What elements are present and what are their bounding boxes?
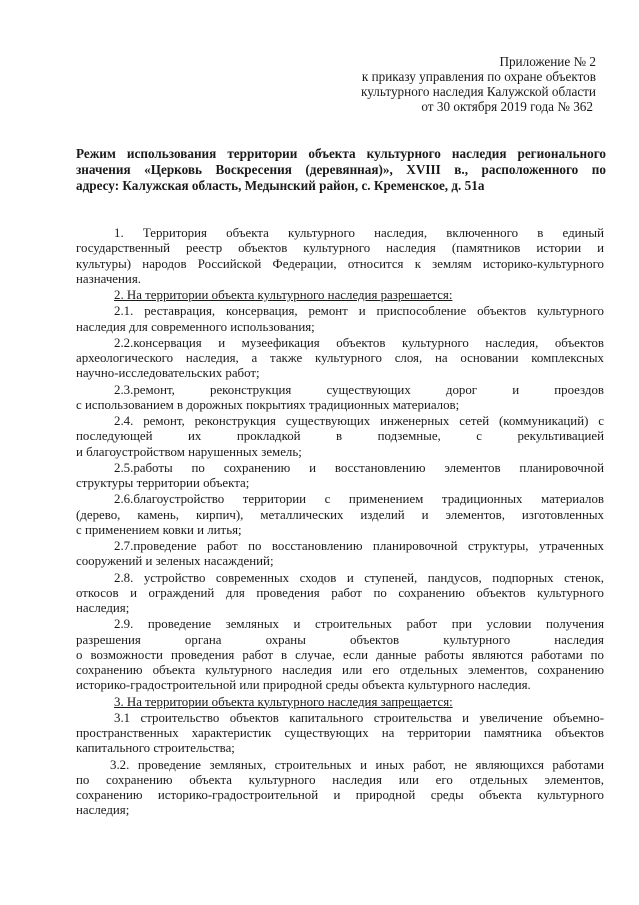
- text-line: 2.1. реставрация, консервация, ремонт и приспособление объектов культурного: [114, 304, 604, 319]
- text-line: культуры) народов Российской Федерации, относится к землям историко-культурного: [76, 256, 604, 271]
- section-heading-text: 3. На территории объекта культурного наследия запрещается:: [114, 694, 453, 709]
- text-line: откосов и ограждений для проведения работ по сохранению объектов культурного: [76, 585, 604, 600]
- appendix-header: [296, 54, 596, 114]
- text-line: 2.6.благоустройство территории с применением традиционных материалов: [114, 492, 604, 507]
- item-2-9: [76, 617, 604, 693]
- text-line: и благоустройством нарушенных земель;: [76, 444, 302, 459]
- text-line: 2.8. устройство современных сходов и ступеней, пандусов, подпорных стенок,: [114, 570, 604, 585]
- item-3-1: [76, 711, 604, 757]
- text-line: научно-исследовательских работ;: [76, 366, 260, 381]
- text-line: 2.3.ремонт, реконструкция существующих дорог и проездов: [114, 382, 604, 397]
- text-line: назначения.: [76, 271, 141, 286]
- item-2-2: [76, 336, 604, 382]
- text-line: 2.5.работы по сохранению и восстановлению элементов планировочной: [114, 460, 604, 475]
- paragraph-1: [76, 226, 604, 287]
- text-line: историко-градостроительной или природной среды объекта культурного наследия.: [76, 678, 531, 693]
- text-line: сооружений и зеленых насаждений;: [76, 554, 274, 569]
- appendix-number: Приложение № 2: [499, 54, 596, 69]
- text-line: пространственных характеристик существующих на территории памятника объектов: [76, 726, 604, 740]
- item-2-1: [76, 304, 604, 335]
- item-2-4: [76, 414, 604, 460]
- title-line: значения «Церковь Воскресения (деревянная)», XVIII в., расположенного по: [76, 162, 606, 178]
- text-line: наследия;: [76, 803, 130, 818]
- text-line: структуры территории объекта;: [76, 476, 250, 490]
- text-line: 2.9. проведение земляных и строительных работ при условии получения: [114, 617, 604, 632]
- item-2-7: [76, 539, 604, 570]
- title-line: адресу: Калужская область, Медынский район, с. Кременское, д. 51а: [76, 178, 485, 194]
- text-line: последующей их прокладкой в подземные, с рекультивацией: [76, 429, 604, 444]
- text-line: о возможности проведения работ в случае, если данные работы являются работами по: [76, 647, 604, 662]
- text-line: наследия для современного использования;: [76, 319, 315, 334]
- text-line: с использованием в дорожных покрытиях традиционных материалов;: [76, 397, 460, 412]
- item-2-6: [76, 492, 604, 538]
- text-line: 3.2. проведение земляных, строительных и иных работ, не являющихся работами: [110, 757, 604, 772]
- order-date: от 30 октября 2019 года № 362: [421, 99, 593, 114]
- text-line: наследия;: [76, 601, 130, 615]
- text-line: археологического наследия, а также культурного слоя, на основании комплексных: [76, 351, 604, 365]
- section-2-heading: [76, 288, 604, 303]
- section-heading-text: 2. На территории объекта культурного наследия разрешается:: [114, 288, 453, 302]
- text-line: по сохранению объекта культурного наследия или его отдельных элементов,: [76, 772, 604, 787]
- item-2-8: [76, 571, 604, 617]
- text-line: государственный реестр объектов культурного наследия (памятников истории и: [76, 241, 604, 256]
- text-line: сохранению объекта культурного наследия или его отдельных элементов, сохранению: [76, 663, 604, 677]
- order-reference: к приказу управления по охране объектов: [361, 69, 596, 84]
- text-line: (дерево, камень, кирпич), металлических изделий и элементов, изготовленных: [76, 507, 604, 522]
- text-line: с применением ковки и литья;: [76, 522, 242, 537]
- text-line: 2.7.проведение работ по восстановлению планировочной структуры, утраченных: [114, 539, 604, 553]
- order-authority: культурного наследия Калужской области: [361, 84, 596, 99]
- item-2-3: [76, 383, 604, 414]
- text-line: разрешения органа охраны объектов культурного наследия: [76, 632, 604, 647]
- text-line: 2.4. ремонт, реконструкция существующих инженерных сетей (коммуникаций) с: [114, 414, 604, 428]
- text-line: 2.2.консервация и музеефикация объектов культурного наследия, объектов: [114, 335, 604, 350]
- text-line: 3.1 строительство объектов капитального строительства и увеличение объемно-: [114, 710, 604, 725]
- document-title: [76, 146, 606, 195]
- section-3-heading: [76, 695, 604, 710]
- title-line: Режим использования территории объекта культурного наследия регионального: [76, 146, 606, 161]
- text-line: сохранению историко-градостроительной и природной среды объекта культурного: [76, 788, 604, 802]
- document-body: [76, 226, 604, 820]
- item-2-5: [76, 461, 604, 492]
- text-line: капитального строительства;: [76, 741, 235, 756]
- text-line: 1. Территория объекта культурного наследия, включенного в единый: [114, 226, 604, 240]
- item-3-2: [76, 758, 604, 819]
